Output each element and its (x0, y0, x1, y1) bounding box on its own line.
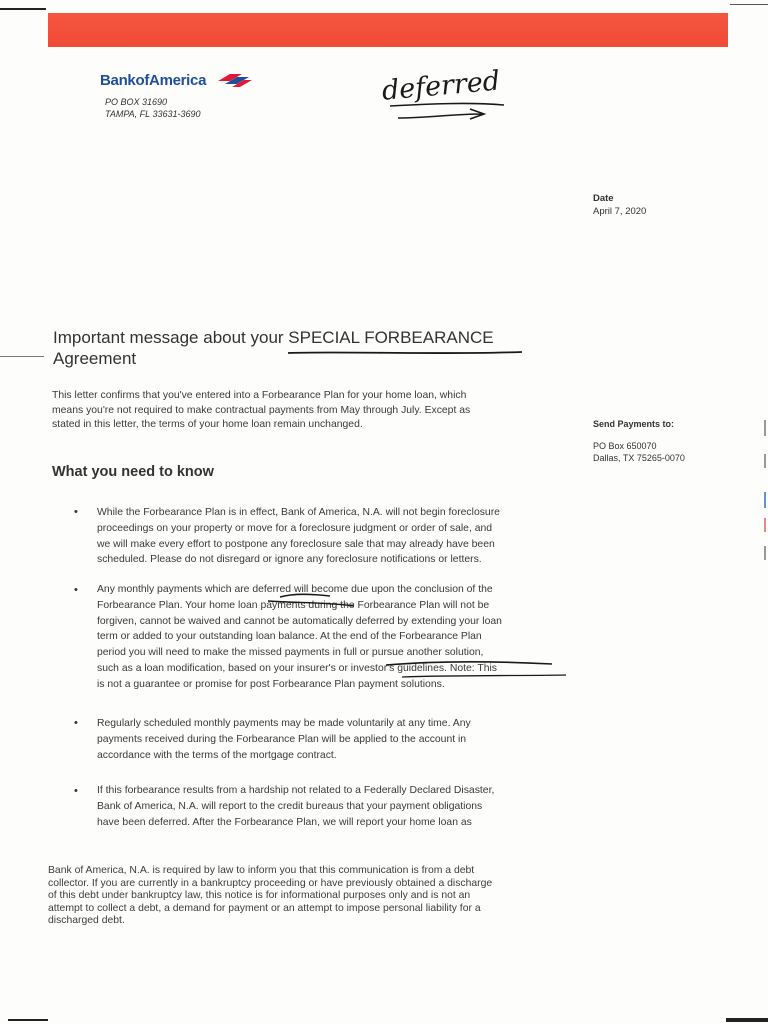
debt-collector-disclaimer (48, 865, 578, 928)
bullet-item-4 (97, 783, 575, 830)
bullet-line: payments received during the Forbearance Plan will be applied to the account in (97, 733, 467, 745)
return-address (105, 96, 201, 120)
scan-mark-bottom-right (726, 1018, 768, 1022)
bullet-line: proceedings on your property or move for a foreclosure judgment or order of sale, and (97, 522, 493, 534)
disclaimer-line: attempt to collect a debt, a demand for payment or an attempt to impose personal liability for a (48, 902, 481, 914)
bullet-line: accordance with the terms of the mortgage contract. (97, 749, 337, 761)
edge-mark-2 (764, 454, 766, 468)
send-payments-label: Send Payments to: (593, 419, 675, 429)
scan-mark-top-left (0, 8, 46, 10)
handwritten-note (378, 58, 528, 128)
disclaimer-line: of this debt under bankruptcy law, this notice is for informational purposes only and is not an (48, 890, 471, 902)
logo-text: BankofAmerica (100, 72, 207, 89)
send-payments-line-1: PO Box 650070 (593, 440, 657, 451)
intro-line-1: This letter confirms that you've entered into a Forbearance Plan for your home loan, which (52, 390, 467, 401)
bullet-line: period you will need to make the missed payments in full or pursue another solution, (97, 647, 484, 659)
date-value: April 7, 2020 (593, 206, 647, 217)
letter-title (53, 327, 553, 369)
handwritten-note-text: deferred (380, 65, 502, 107)
bullet-item-2 (97, 582, 575, 693)
bank-logo (100, 72, 260, 94)
scan-mark-bottom-left (8, 1019, 48, 1021)
bullet-line: we will make every effort to postpone any foreclosure sale that may already have been (97, 538, 495, 550)
return-address-line-1: PO BOX 31690 (105, 97, 168, 107)
header-band (48, 13, 728, 47)
letter-title-line-1: Important message about your SPECIAL FORBEARANCE (53, 328, 494, 347)
disclaimer-line: Bank of America, N.A. is required by law to inform you that this communication is from a debt (48, 865, 475, 876)
disclaimer-line: collector. If you are currently in a bankruptcy proceeding or have previously obtained a discharge (48, 877, 493, 889)
bullet-line: forgiven, cannot be waived and cannot be automatically deferred by extending your loan (97, 615, 502, 627)
disclaimer-line: discharged debt. (48, 915, 125, 927)
send-payments-block (593, 418, 685, 465)
date-block (593, 192, 646, 218)
edge-mark-5 (764, 546, 766, 560)
bullet-line: Bank of America, N.A. will report to the credit bureaus that your payment obligations (97, 800, 483, 812)
bullet-line: such as a loan modification, based on your insurer's or investor's guidelines. Note: This (97, 662, 497, 674)
bullet-marker: • (74, 785, 78, 797)
bullet-line: Any monthly payments which are deferred will become due upon the conclusion of the (97, 584, 493, 595)
intro-line-3: stated in this letter, the terms of your home loan remain unchanged. (52, 419, 363, 431)
intro-line-2: means you're not required to make contractual payments from May through July. Except as (52, 404, 471, 416)
bullet-item-3 (97, 716, 575, 763)
bullet-marker: • (74, 584, 78, 596)
edge-mark-4 (764, 518, 766, 532)
bullet-line: While the Forbearance Plan is in effect, Bank of America, N.A. will not begin foreclosure (97, 507, 500, 518)
bullet-line: have been deferred. After the Forbearance Plan, we will report your home loan as (97, 816, 472, 828)
send-payments-line-2: Dallas, TX 75265-0070 (593, 453, 685, 463)
bullet-marker: • (74, 717, 78, 729)
intro-paragraph (52, 389, 572, 433)
letter-title-line-2: Agreement (53, 349, 137, 368)
date-label: Date (593, 193, 614, 204)
bullet-line: Forbearance Plan. Your home loan payments during the Forbearance Plan will not be (97, 599, 490, 611)
return-address-line-2: TAMPA, FL 33631-3690 (105, 109, 201, 119)
bullet-line: is not a guarantee or promise for post Forbearance Plan payment solutions. (97, 678, 445, 690)
bullet-marker: • (74, 506, 78, 518)
section-heading: What you need to know (52, 464, 214, 480)
bullet-line: term or added to your outstanding loan balance. At the end of the Forbearance Plan (97, 631, 482, 643)
bullet-line: Regularly scheduled monthly payments may be made voluntarily at any time. Any (97, 718, 471, 729)
pen-underline-title (286, 349, 526, 357)
bullet-item-1 (97, 505, 575, 568)
bullet-line: scheduled. Please do not disregard or ignore any foreclosure notifications or letters. (97, 554, 482, 566)
scan-mark-top-right (730, 4, 768, 5)
edge-mark-3 (764, 492, 766, 508)
scan-mark-left (0, 356, 44, 357)
bank-flag-icon (216, 72, 254, 88)
edge-mark-1 (764, 420, 766, 436)
bullet-line: If this forbearance results from a hardship not related to a Federally Declared Disaster, (97, 785, 495, 796)
